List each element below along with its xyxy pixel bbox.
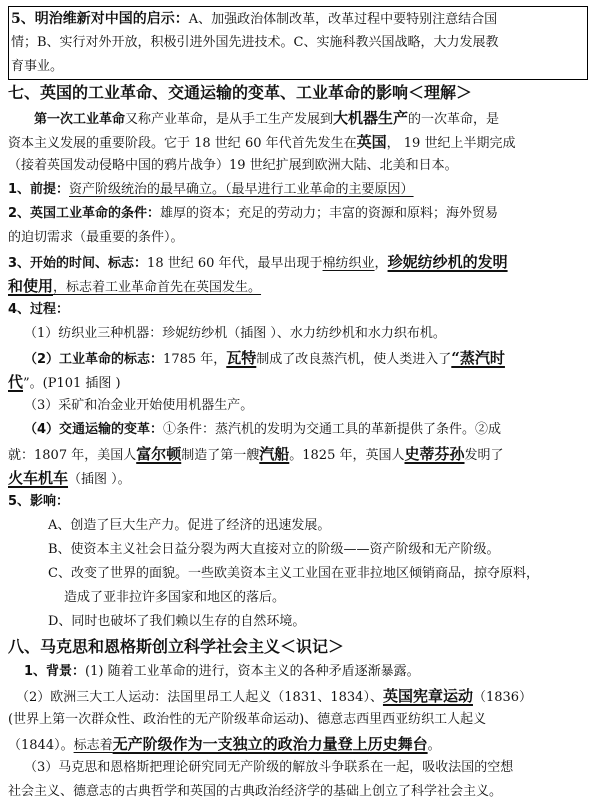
point-text: （2）欧洲三大工人运动：法国里昂工人起义（1831、1834）、 bbox=[16, 690, 383, 705]
term-machine-production: 大机器生产 bbox=[333, 109, 409, 127]
process-item-4-cont bbox=[8, 442, 593, 466]
point-label: 1、背景： bbox=[24, 664, 86, 679]
term-fulton: 富尔顿 bbox=[136, 445, 182, 463]
point-text: （1836） bbox=[472, 690, 533, 705]
term-spinning-jenny: 珍妮纺纱机的发明 bbox=[387, 253, 508, 271]
process-text: 1785 年， bbox=[163, 352, 227, 367]
term-proletariat-stage: 无产阶级作为一支独立的政治力量登上历史舞台 bbox=[112, 735, 428, 753]
section-7-heading: 七、英国的工业革命、交通运输的变革、工业革命的影响＜理解＞ bbox=[8, 83, 473, 102]
background-2-cont: (世界上第一次群众性、政治性的无产阶级革命运动)、德意志西里西亚纺织工人起义 bbox=[8, 712, 487, 727]
background-2 bbox=[8, 684, 593, 708]
term-steam-age-end: 代 bbox=[8, 373, 24, 391]
meiji-title: 5、明治维新对中国的启示： bbox=[11, 11, 189, 27]
point-text: 雄厚的资本；充足的劳动力；丰富的资源和原料；海外贸易 bbox=[160, 206, 499, 221]
term-stephenson: 史蒂芬孙 bbox=[404, 445, 465, 463]
point-text: 18 世纪 60 年代，最早出现于 bbox=[147, 256, 323, 271]
impact-c-cont: 造成了亚非拉许多国家和地区的落后。 bbox=[64, 590, 286, 605]
intro-text: ， 19 世纪上半期完成 bbox=[386, 136, 516, 151]
point-conditions bbox=[8, 202, 593, 226]
section-8-heading: 八、马克思和恩格斯创立科学社会主义＜识记＞ bbox=[8, 637, 345, 656]
term-britain: 英国 bbox=[356, 133, 387, 151]
process-text: ”。(P101 插图 ) bbox=[23, 376, 121, 391]
meiji-line-3: 育事业。 bbox=[11, 59, 64, 74]
point-impact-label: 5、影响： bbox=[8, 494, 70, 509]
process-item-4-cont2 bbox=[8, 466, 593, 490]
point-text: ，标志着工业革命首先在英国发生。 bbox=[53, 280, 262, 295]
point-conditions-cont: 的迫切需求（最重要的条件）。 bbox=[8, 230, 184, 245]
intro-text: 资本主义发展的重要阶段。它于 18 世纪 60 年代首先发生在 bbox=[8, 136, 357, 151]
term-cotton-textile: 棉纺织业 bbox=[322, 256, 375, 271]
impact-a: A、创造了巨大生产力。促进了经济的迅速发展。 bbox=[48, 518, 331, 533]
impact-c: C、改变了世界的面貌。一些欧美资本主义工业国在亚非拉地区倾销商品，掠夺原料， bbox=[48, 566, 539, 581]
term-chartist-movement: 英国宪章运动 bbox=[382, 687, 473, 705]
process-item-2 bbox=[8, 346, 593, 370]
meiji-box bbox=[8, 6, 588, 80]
term-and-use: 和使用 bbox=[8, 277, 54, 295]
meiji-line-1: A、加强政治体制改革，改革过程中要特别注意结合国 bbox=[188, 12, 498, 27]
background-3-cont: 社会主义、德意志的古典哲学和英国的古典政治经济学的基础上创立了科学社会主义。 bbox=[8, 784, 503, 799]
point-text: (1) 随着工业革命的进行，资本主义的各种矛盾逐渐暴露。 bbox=[85, 664, 420, 679]
impact-b: B、使资本主义社会日益分裂为两大直接对立的阶级——资产阶级和无产阶级。 bbox=[48, 542, 500, 557]
point-start-cont bbox=[8, 274, 593, 298]
process-text: ①条件：蒸汽机的发明为交通工具的革新提供了条件。②成 bbox=[163, 422, 502, 437]
intro-line-1 bbox=[8, 106, 593, 130]
process-item-1: （1）纺织业三种机器：珍妮纺纱机（插图 ）、水力纺纱机和水力织布机。 bbox=[24, 326, 446, 341]
point-label: 1、前提： bbox=[8, 182, 70, 197]
impact-d: D、同时也破坏了我们赖以生存的自然环境。 bbox=[48, 614, 306, 629]
process-item-2-cont bbox=[8, 370, 593, 394]
point-text: 资产阶级统治的最早确立。（最早进行工业革命的主要原因） bbox=[69, 182, 414, 197]
point-text: （1844）。 bbox=[8, 738, 74, 753]
process-text: 制造了第一艘 bbox=[181, 448, 260, 463]
background-2-cont2 bbox=[8, 732, 593, 756]
point-start bbox=[8, 250, 593, 274]
process-text: （插图 ）。 bbox=[68, 472, 131, 487]
intro-text: 的一次革命，是 bbox=[408, 112, 500, 127]
process-item-3: （3）采矿和冶金业开始使用机器生产。 bbox=[24, 398, 254, 413]
term-steamship: 汽船 bbox=[259, 445, 290, 463]
intro-line-3: （接着英国发动侵略中国的鸦片战争）19 世纪扩展到欧洲大陆、北美和日本。 bbox=[8, 158, 458, 173]
term-steam-age: “蒸汽时 bbox=[451, 349, 505, 367]
point-label: 2、英国工业革命的条件： bbox=[8, 206, 161, 221]
process-text: 。1825 年，英国人 bbox=[289, 448, 405, 463]
process-item-label: （4）交通运输的变革： bbox=[24, 422, 164, 437]
term-watt: 瓦特 bbox=[226, 349, 257, 367]
process-item-label: （2）工业革命的标志： bbox=[24, 352, 164, 367]
point-premise bbox=[8, 178, 593, 202]
background-3: （3）马克思和恩格斯把理论研究同无产阶级的解放斗争联系在一起，吸收法国的空想 bbox=[24, 760, 514, 775]
document-page bbox=[8, 6, 593, 804]
point-process-label: 4、过程： bbox=[8, 302, 70, 317]
intro-text: 又称产业革命，是从手工生产发展到 bbox=[125, 112, 334, 127]
process-text: 就：1807 年，美国人 bbox=[8, 448, 137, 463]
background-1 bbox=[8, 660, 593, 684]
meiji-line-2: 情；B、实行对外开放，积极引进外国先进技术。C、实施科教兴国战略，大力发展教 bbox=[11, 35, 499, 50]
term-locomotive: 火车机车 bbox=[8, 469, 69, 487]
process-text: 发明了 bbox=[464, 448, 504, 463]
term-first-industrial-revolution: 第一次工业革命 bbox=[34, 112, 126, 127]
process-item-4 bbox=[8, 418, 593, 442]
point-text: 标志着 bbox=[73, 738, 113, 753]
punctuation: 。 bbox=[427, 738, 441, 753]
point-label: 3、开始的时间、标志： bbox=[8, 256, 148, 271]
punctuation: ， bbox=[374, 256, 388, 271]
intro-line-2 bbox=[8, 130, 593, 154]
process-text: 制成了改良蒸汽机，使人类进入了 bbox=[256, 352, 452, 367]
